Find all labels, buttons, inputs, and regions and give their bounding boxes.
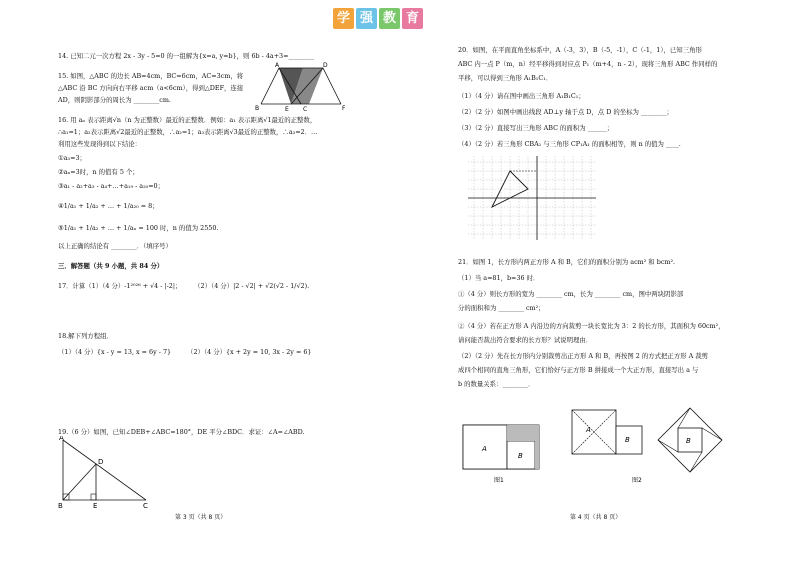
question-16-line2: ∴a₁=1；a₂表示距离√2最近的正整数，∴a₂=1；a₃表示距离√3最近的正整数，∴a₃=2．… (58, 128, 318, 136)
coordinate-grid-figure (468, 156, 596, 240)
fig2-caption: 图2 (632, 477, 642, 484)
page-3 (58, 40, 403, 520)
fig15-label-d: D (323, 62, 328, 69)
page-4-footer: 第 4 页（共 8 页） (570, 514, 622, 521)
question-16-conclusion-1: ①a₃=3； (58, 154, 86, 162)
logo-char-1: 学 (333, 8, 354, 29)
fig2a-square-a: A (586, 426, 591, 434)
fig19-label-a: A (59, 436, 64, 442)
figure-21-1 (462, 424, 540, 484)
fig1-square-b: B (518, 452, 523, 460)
section-3-title: 三．解答题（共 9 小题，共 84 分） (58, 262, 164, 270)
question-18-title: 18.解下列方程组． (58, 332, 113, 340)
question-16-line1: 16. 用 aₙ 表示距离√n（n 为正整数）最近的正整数．例如：a₁ 表示距离√1最近的正整数， (58, 116, 317, 124)
question-15-line3: AD，则阴影部分的周长为 ________cm. (58, 96, 171, 104)
question-21-line9: b 的数量关系：________． (458, 380, 535, 388)
question-21-line4: 分的面积和为 ________ cm²； (458, 304, 545, 312)
question-20-part4: （4）（2 分）若三角形 CBA₁ 与三角形 CP₁A₁ 的面积相等，则 n 的值为 ____. (458, 140, 681, 148)
question-16-line3: 利用这些发现得到以下结论： (58, 140, 142, 148)
question-20-part2: （2）（2 分）如图中画出线段 AD⊥y 轴于点 D，点 D 的坐标为 ________； (458, 108, 673, 116)
fig19-label-c: C (143, 502, 148, 508)
logo-char-2: 强 (356, 8, 377, 29)
page-3-footer: 第 3 页（共 8 页） (175, 514, 227, 521)
brand-logo (333, 8, 423, 30)
question-15-line1: 15. 如图，△ABC 的边长 AB=4cm，BC=6cm，AC=3cm，将 (58, 72, 244, 80)
question-14: 14. 已知二元一次方程 2x - 3y - 5=0 的一组解为{x=a, y=b}，则 6b - 4a+3=________ (58, 52, 315, 60)
question-21-line2: （1）当 a=81，b=36 时． (458, 274, 540, 282)
fig19-label-d: D (98, 458, 104, 466)
question-20-part3: （3）（2 分）直接写出三角形 ABC 的面积为 ______； (458, 124, 614, 132)
question-20-line3: 平移，可以得到三角形 A₁B₁C₁． (458, 74, 553, 82)
fig15-label-a: A (275, 62, 280, 69)
figure-21-2b (654, 406, 726, 486)
fig19-label-b: B (58, 502, 63, 508)
question-21-line8: 成四个相同的直角三角形，它们恰好与正方形 B 拼接成一个大正方形，直接写出 a 与 (458, 366, 699, 374)
fig1-caption: 图1 (494, 477, 504, 484)
question-16-conclusion-2: ②aₙ=3时，n 的值有 5 个； (58, 168, 139, 176)
figure-21-2a (570, 408, 646, 484)
fig15-label-f: F (342, 105, 346, 112)
question-21-line3: ①（4 分）则长方形的宽为 ________ cm，长为 ________ cm，图中两块阴影部 (458, 290, 684, 298)
question-16-conclusion-3: ③a₁ - a₂+a₃ - a₄+…+a₁₉ - a₂₀=0； (58, 182, 165, 190)
page-4 (458, 40, 793, 520)
question-21-line7: （2）（2 分）先在长方形内分别裁剪出正方形 A 和 B，再按图 2 的方式把正方形 A 裁剪 (458, 352, 709, 360)
fig2a-square-b: B (625, 436, 630, 444)
question-21-line5: ②（4 分）若在正方形 A 内沿边的方向裁剪一块长宽比为 3：2 的长方形，其面积为 60cm²， (458, 322, 725, 330)
question-16-conclusion-5: ⑤1/a₁ + 1/a₂ + … + 1/aₙ = 100 时，n 的值为 2550. (58, 224, 219, 232)
figure-19 (58, 436, 158, 508)
question-20-line2: ABC 内一点 P（m，n）经平移得到对应点 P₁（m+4，n - 2），现将三角形 ABC 作同样的 (458, 60, 718, 68)
question-16-conclusion-4: ④1/a₁ + 1/a₂ + … + 1/a₂₀ = 8； (58, 202, 159, 210)
question-20-part1: （1）（4 分）请在图中画出三角形 A₁B₁C₁； (458, 92, 585, 100)
fig2b-square-b: B (686, 437, 691, 445)
fig1-square-a: A (482, 445, 487, 453)
question-17: 17．计算（1）（4 分）-1²⁰²⁶ + √4 - |-2|； （2）（4 分）|2 - √2| + √2(√2 - 1/√2). (58, 282, 310, 290)
question-21-line1: 21．如图 1，长方形内两正方形 A 和 B，它们的面积分别为 acm² 和 bcm². (458, 258, 676, 266)
logo-char-3: 教 (379, 8, 400, 29)
question-16-answer: 以上正确的结论有 ________．（填序号） (58, 242, 172, 250)
fig15-label-b: B (255, 105, 260, 112)
figure-15 (251, 60, 351, 112)
question-19: 19.（6 分）如图，已知∠DEB+∠ABC=180°，DE 平分∠BDC．求证：∠A=∠ABD. (58, 428, 305, 436)
question-15-line2: △ABC 沿 BC 方向向右平移 acm（a<6cm），得到△DEF，连接 (58, 84, 244, 92)
fig19-label-e: E (93, 502, 98, 508)
fig15-label-c: C (303, 106, 308, 112)
question-20-line1: 20．如图，在平面直角坐标系中，A（-3，3），B（-5，-1），C（-1，1），已知三角形 (458, 46, 702, 54)
question-18-parts: （1）（4 分）{x - y = 13, x = 6y - 7} （2）（4 分）{x + 2y = 10, 3x - 2y = 6} (58, 348, 312, 356)
logo-char-4: 育 (402, 8, 423, 29)
question-21-line6: 请问能否裁出符合要求的长方形？试说明理由． (458, 336, 593, 344)
fig15-label-e: E (285, 106, 289, 112)
